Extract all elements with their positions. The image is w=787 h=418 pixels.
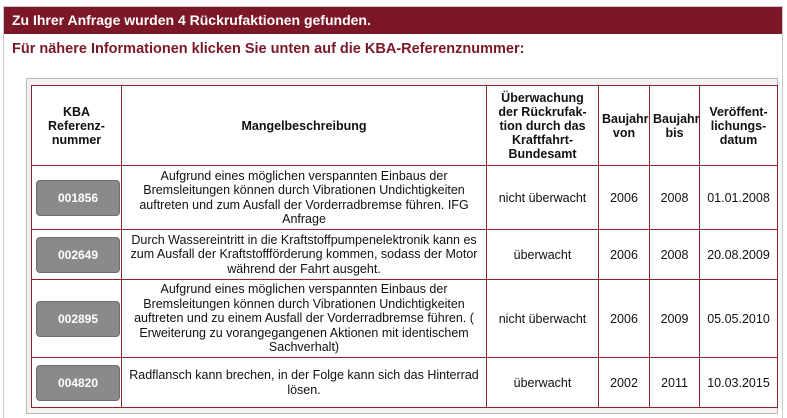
year-from-cell: 2006	[599, 166, 650, 230]
monitoring-cell: nicht überwacht	[487, 280, 599, 358]
monitoring-cell: überwacht	[487, 230, 599, 280]
column-header-monitoring: Überwachung der Rückrufak-tion durch das Kraftfahrt-Bundesamt	[487, 86, 599, 166]
table-row	[32, 358, 778, 408]
ref-button[interactable]: 002649	[36, 237, 120, 273]
published-cell: 10.03.2015	[700, 358, 778, 408]
year-from-cell: 2006	[599, 280, 650, 358]
year-from-cell: 2006	[599, 230, 650, 280]
table-row	[32, 230, 778, 280]
column-header-description: Mangelbeschreibung	[122, 86, 487, 166]
column-header-year-to: Baujahr bis	[650, 86, 700, 166]
monitoring-cell: nicht überwacht	[487, 166, 599, 230]
ref-button[interactable]: 001856	[36, 180, 120, 216]
published-cell: 01.01.2008	[700, 166, 778, 230]
description-cell: Aufgrund eines möglichen verspannten Einbaus der Bremsleitungen können durch Vibrationen Undichtigkeiten auftreten und zu einem Ausfall der Vorderradbremse führen. ( Erweiterung zu vorangegangenen Aktionen mit identischem Sachverhalt)	[122, 280, 487, 358]
published-cell: 20.08.2009	[700, 230, 778, 280]
year-to-cell: 2008	[650, 166, 700, 230]
recall-table-container	[26, 78, 778, 414]
column-header-ref: KBA Referenz-nummer	[32, 86, 122, 166]
published-cell: 05.05.2010	[700, 280, 778, 358]
ref-button[interactable]: 004820	[36, 365, 120, 401]
ref-cell	[32, 230, 122, 280]
year-to-cell: 2008	[650, 230, 700, 280]
table-row	[32, 166, 778, 230]
results-header: Zu Ihrer Anfrage wurden 4 Rückrufaktionen gefunden.	[4, 7, 782, 34]
monitoring-cell: überwacht	[487, 358, 599, 408]
year-to-cell: 2011	[650, 358, 700, 408]
description-cell: Radflansch kann brechen, in der Folge kann sich das Hinterrad lösen.	[122, 358, 487, 408]
year-to-cell: 2009	[650, 280, 700, 358]
description-cell: Durch Wassereintritt in die Kraftstoffpumpenelektronik kann es zum Ausfall der Kraftstoffförderung kommen, sodass der Motor während der Fahrt ausgeht.	[122, 230, 487, 280]
recall-table	[31, 85, 778, 408]
column-header-published: Veröffent-lichungs-datum	[700, 86, 778, 166]
ref-button[interactable]: 002895	[36, 301, 120, 337]
ref-cell	[32, 166, 122, 230]
table-row	[32, 280, 778, 358]
table-header-row	[32, 86, 778, 166]
ref-cell	[32, 358, 122, 408]
ref-cell	[32, 280, 122, 358]
column-header-year-from: Baujahr von	[599, 86, 650, 166]
instruction-heading: Für nähere Informationen klicken Sie unten auf die KBA-Referenznummer:	[12, 41, 525, 57]
description-cell: Aufgrund eines möglichen verspannten Einbaus der Bremsleitungen können durch Vibrationen Undichtigkeiten auftreten und zum Ausfall der Vorderradbremse führen. IFG Anfrage	[122, 166, 487, 230]
results-panel	[3, 6, 783, 418]
year-from-cell: 2002	[599, 358, 650, 408]
